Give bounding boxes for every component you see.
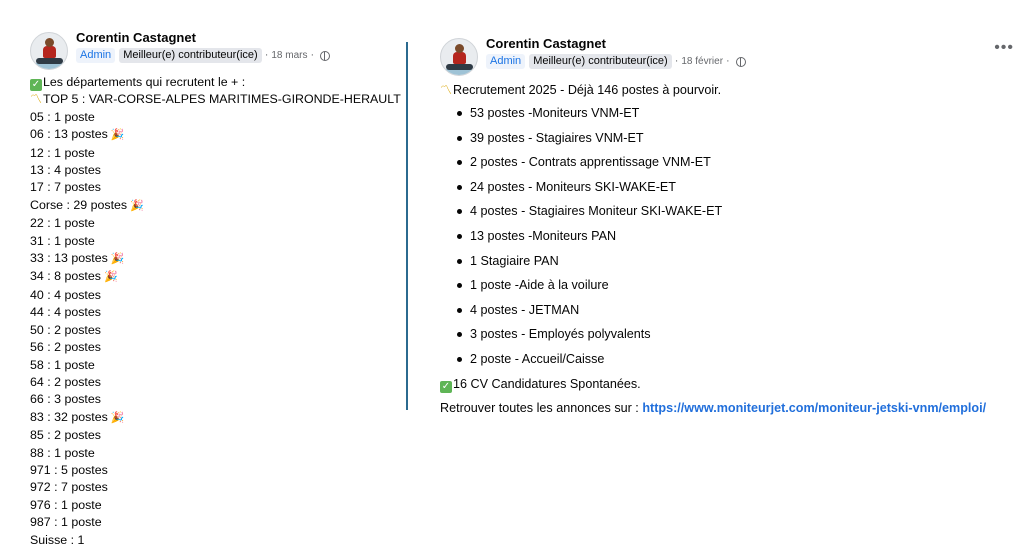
department-text: 88 : 1 poste (30, 445, 95, 460)
jobs-link[interactable]: https://www.moniteurjet.com/moniteur-jetski-vnm/emploi/ (642, 400, 987, 415)
department-line (30, 126, 400, 144)
separator-dot: · (726, 55, 730, 67)
intro-text: Les départements qui recrutent le + : (43, 75, 246, 89)
department-line (30, 109, 400, 126)
department-text: 05 : 1 poste (30, 109, 95, 124)
party-popper-icon: 🎉 (110, 411, 125, 424)
separator-dot: · (674, 55, 679, 67)
avatar[interactable] (30, 32, 68, 70)
department-text: 66 : 3 postes (30, 392, 101, 407)
job-item: 39 postes - Stagiaires VNM-ET (440, 130, 1020, 155)
department-line (30, 179, 400, 196)
separator-dot: · (310, 49, 315, 61)
department-line (30, 268, 400, 286)
department-list (30, 109, 400, 549)
department-text: 987 : 1 poste (30, 515, 102, 530)
admin-badge: Admin (76, 48, 115, 63)
post-date[interactable]: 18 février (681, 56, 724, 67)
retro-text: Retrouver toutes les annonces sur : (440, 400, 643, 415)
department-text: 13 : 4 postes (30, 163, 101, 178)
department-text: 22 : 1 poste (30, 216, 95, 231)
retro-line (440, 400, 1020, 417)
department-text: 06 : 13 postes (30, 127, 108, 142)
job-item: 13 postes -Moniteurs PAN (440, 228, 1020, 253)
department-line (30, 357, 400, 374)
admin-badge: Admin (486, 54, 525, 69)
department-text: 12 : 1 poste (30, 145, 95, 160)
raising-hands-icon: 〽 (440, 83, 453, 97)
department-line (30, 162, 400, 179)
intro-text: Recrutement 2025 - Déjà 146 postes à pourvoir. (453, 83, 722, 97)
party-popper-icon: 🎉 (130, 199, 144, 212)
intro-line (440, 82, 1020, 99)
department-line (30, 250, 400, 268)
department-line (30, 462, 400, 479)
contributor-badge: Meilleur(e) contributeur(ice) (529, 54, 672, 69)
intro-line (30, 74, 400, 91)
department-text: 972 : 7 postes (30, 480, 108, 495)
party-popper-icon: 🎉 (110, 253, 125, 266)
department-text: 58 : 1 poste (30, 357, 95, 372)
department-text: 971 : 5 postes (30, 462, 108, 477)
department-line (30, 339, 400, 356)
post-meta (76, 30, 330, 63)
department-line (30, 514, 400, 531)
post-meta (486, 36, 746, 69)
department-text: 44 : 4 postes (30, 305, 101, 320)
department-line (30, 374, 400, 391)
raising-hands-icon: 〽 (30, 92, 43, 107)
department-text: 56 : 2 postes (30, 340, 101, 355)
department-text: 17 : 7 postes (30, 180, 101, 195)
job-item: 2 poste - Accueil/Caisse (440, 351, 1020, 376)
post-body (440, 82, 1020, 417)
cv-text: 16 CV Candidatures Spontanées. (453, 376, 641, 391)
check-icon: ✓ (441, 380, 451, 392)
department-text: 50 : 2 postes (30, 322, 101, 337)
top5-line (30, 91, 400, 108)
job-item: 4 postes - Stagiaires Moniteur SKI-WAKE-ET (440, 203, 1020, 228)
job-item: 53 postes -Moniteurs VNM-ET (440, 105, 1020, 130)
department-line (30, 409, 400, 427)
department-line (30, 304, 400, 321)
department-text: Suisse : 1 (30, 532, 85, 547)
post-header (30, 30, 400, 74)
department-line (30, 497, 400, 514)
contributor-badge: Meilleur(e) contributeur(ice) (119, 48, 262, 63)
job-item: 1 Stagiaire PAN (440, 253, 1020, 278)
department-text: Corse : 29 postes (30, 197, 128, 212)
top5-text: TOP 5 : VAR-CORSE-ALPES MARITIMES-GIRONDE-HERAULT (43, 92, 401, 107)
department-line (30, 391, 400, 408)
department-line (30, 287, 400, 304)
department-text: 85 : 2 postes (30, 428, 101, 443)
globe-icon (320, 51, 330, 61)
party-popper-icon: 🎉 (103, 271, 118, 284)
department-text: 33 : 13 postes (30, 251, 108, 266)
avatar[interactable] (440, 38, 478, 76)
department-line (30, 197, 400, 215)
post-date[interactable]: 18 mars (271, 50, 308, 61)
post-body (30, 74, 400, 549)
job-list (440, 105, 1020, 376)
department-line (30, 322, 400, 339)
department-text: 64 : 2 postes (30, 374, 101, 389)
post-right (440, 36, 1020, 417)
department-text: 976 : 1 poste (30, 497, 102, 512)
department-line (30, 215, 400, 232)
party-popper-icon: 🎉 (110, 129, 125, 142)
department-line (30, 427, 400, 444)
check-icon: ✓ (31, 79, 41, 90)
separator-dot: · (264, 49, 269, 61)
job-item: 3 postes - Employés polyvalents (440, 326, 1020, 351)
department-line (30, 145, 400, 162)
job-item: 24 postes - Moniteurs SKI-WAKE-ET (440, 179, 1020, 204)
department-text: 83 : 32 postes (30, 409, 108, 424)
more-options-icon[interactable]: ••• (994, 39, 1014, 56)
author-name[interactable]: Corentin Castagnet (76, 30, 196, 45)
author-subline (486, 54, 746, 69)
globe-icon (736, 57, 746, 67)
job-item: 4 postes - JETMAN (440, 302, 1020, 327)
job-item: 2 postes - Contrats apprentissage VNM-ET (440, 154, 1020, 179)
post-left (30, 30, 400, 549)
post-header (440, 36, 1020, 80)
job-item: 1 poste -Aide à la voilure (440, 277, 1020, 302)
department-text: 34 : 8 postes (30, 269, 101, 284)
department-line (30, 479, 400, 496)
department-text: 40 : 4 postes (30, 287, 101, 302)
author-subline (76, 48, 330, 63)
department-text: 31 : 1 poste (30, 233, 95, 248)
author-name[interactable]: Corentin Castagnet (486, 36, 606, 51)
department-line (30, 445, 400, 462)
column-divider (406, 42, 408, 410)
department-line (30, 233, 400, 250)
department-line (30, 532, 400, 549)
cv-line (440, 376, 1020, 393)
